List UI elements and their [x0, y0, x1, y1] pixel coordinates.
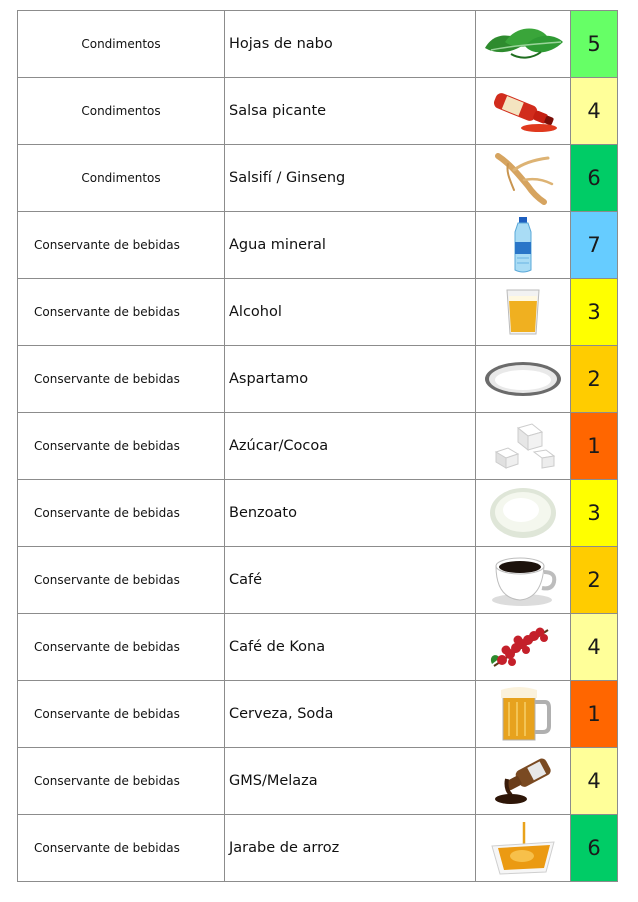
category-cell: Condimentos	[18, 145, 225, 212]
category-cell: Conservante de bebidas	[18, 614, 225, 681]
water-bottle-icon	[476, 212, 571, 279]
score-badge: 7	[571, 212, 618, 279]
table-row	[18, 279, 618, 346]
food-name-cell: Benzoato	[225, 480, 476, 547]
score-badge: 2	[571, 547, 618, 614]
table-row	[18, 614, 618, 681]
food-name-cell: Jarabe de arroz	[225, 815, 476, 882]
category-cell: Conservante de bebidas	[18, 413, 225, 480]
white-powder-icon	[476, 480, 571, 547]
ginseng-root-icon	[476, 145, 571, 212]
table-row	[18, 78, 618, 145]
score-badge: 6	[571, 145, 618, 212]
score-badge: 2	[571, 346, 618, 413]
score-badge: 4	[571, 614, 618, 681]
category-cell: Conservante de bebidas	[18, 681, 225, 748]
food-name-cell: Salsifí / Ginseng	[225, 145, 476, 212]
table-row	[18, 681, 618, 748]
score-badge: 3	[571, 279, 618, 346]
category-cell: Conservante de bebidas	[18, 815, 225, 882]
powder-dish-icon	[476, 346, 571, 413]
table-row	[18, 11, 618, 78]
food-name-cell: Café de Kona	[225, 614, 476, 681]
turnip-greens-icon	[476, 11, 571, 78]
food-name-cell: Aspartamo	[225, 346, 476, 413]
score-badge: 1	[571, 413, 618, 480]
category-cell: Condimentos	[18, 78, 225, 145]
table-row	[18, 815, 618, 882]
beer-mug-icon	[476, 681, 571, 748]
food-name-cell: Azúcar/Cocoa	[225, 413, 476, 480]
food-name-cell: Salsa picante	[225, 78, 476, 145]
sugar-cubes-icon	[476, 413, 571, 480]
score-badge: 6	[571, 815, 618, 882]
syrup-bowl-icon	[476, 815, 571, 882]
table-row	[18, 748, 618, 815]
hot-sauce-icon	[476, 78, 571, 145]
food-name-cell: Agua mineral	[225, 212, 476, 279]
table-row	[18, 480, 618, 547]
category-cell: Conservante de bebidas	[18, 480, 225, 547]
category-cell: Conservante de bebidas	[18, 748, 225, 815]
molasses-bottle-icon	[476, 748, 571, 815]
category-cell: Conservante de bebidas	[18, 212, 225, 279]
food-name-cell: Café	[225, 547, 476, 614]
category-cell: Condimentos	[18, 11, 225, 78]
score-badge: 1	[571, 681, 618, 748]
score-badge: 4	[571, 78, 618, 145]
beer-glass-icon	[476, 279, 571, 346]
food-name-cell: Hojas de nabo	[225, 11, 476, 78]
table-row	[18, 346, 618, 413]
category-cell: Conservante de bebidas	[18, 547, 225, 614]
score-badge: 4	[571, 748, 618, 815]
food-name-cell: Cerveza, Soda	[225, 681, 476, 748]
table-row	[18, 145, 618, 212]
score-badge: 5	[571, 11, 618, 78]
table-row	[18, 413, 618, 480]
food-name-cell: Alcohol	[225, 279, 476, 346]
category-cell: Conservante de bebidas	[18, 346, 225, 413]
table-row	[18, 212, 618, 279]
food-name-cell: GMS/Melaza	[225, 748, 476, 815]
food-ranking-table	[17, 10, 618, 882]
score-badge: 3	[571, 480, 618, 547]
coffee-berries-icon	[476, 614, 571, 681]
coffee-cup-icon	[476, 547, 571, 614]
table-row	[18, 547, 618, 614]
category-cell: Conservante de bebidas	[18, 279, 225, 346]
